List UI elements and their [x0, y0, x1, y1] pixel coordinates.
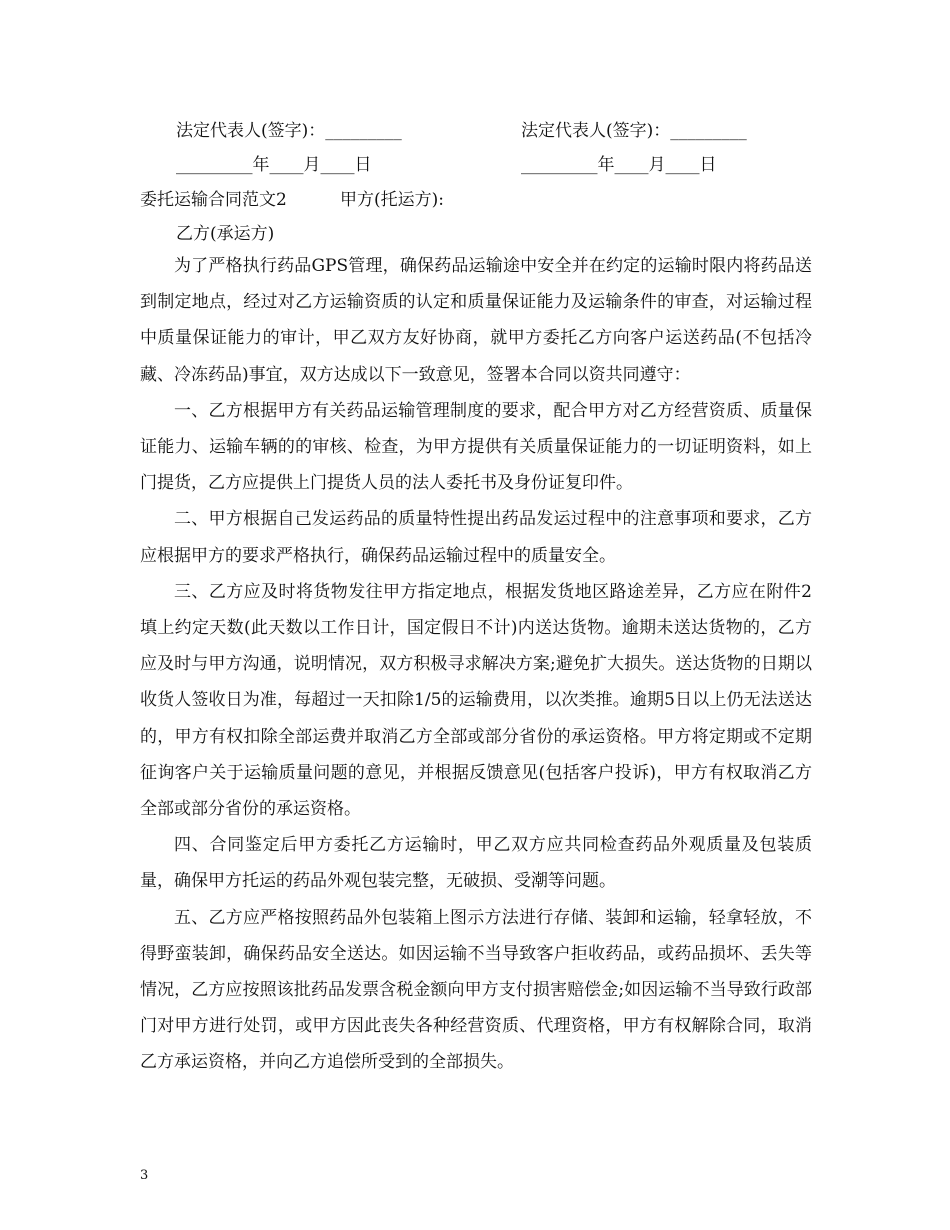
clause-5-paragraph: 五、乙方应严格按照药品外包装箱上图示方法进行存储、装卸和运输，轻拿轻放，不得野蛮装卸，确保药品安全送达。如因运输不当导致客户拒收药品，或药品损坏、丢失等情况，乙方应按照该批药品发票含税金额向甲方支付损害赔偿金;如因运输不当导致行政部门对甲方进行处罚，或甲方因此丧失各种经营资质、代理资格，甲方有权解除合同，取消乙方承运资格，并向乙方追偿所受到的全部损失。	[140, 907, 812, 1073]
page-number: 3	[140, 1168, 149, 1183]
left-signature-date: _________年____月____日	[176, 155, 372, 175]
clause-1-paragraph: 一、乙方根据甲方有关药品运输管理制度的要求，配合甲方对乙方经营资质、质量保证能力、运输车辆的的审核、检查，为甲方提供有关质量保证能力的一切证明资料，如上门提货，乙方应提供上门提货人员的法人委托书及身份证复印件。	[140, 400, 812, 494]
party-a-heading: 甲方(托运方):	[340, 190, 444, 210]
party-b-heading: 乙方(承运方)	[176, 224, 275, 244]
left-signature-label: 法定代表人(签字)：_________	[176, 121, 402, 141]
clause-4-paragraph: 四、合同鉴定后甲方委托乙方运输时，甲乙双方应共同检查药品外观质量及包装质量，确保甲方托运的药品外观包装完整，无破损、受潮等问题。	[140, 835, 812, 892]
clause-2-paragraph: 二、甲方根据自己发运药品的质量特性提出药品发运过程中的注意事项和要求，乙方应根据甲方的要求严格执行，确保药品运输过程中的质量安全。	[140, 509, 812, 566]
contract-body	[140, 248, 812, 1081]
right-signature-date: _________年____月____日	[521, 155, 717, 175]
preamble-paragraph: 为了严格执行药品GPS管理，确保药品运输途中安全并在约定的运输时限内将药品送到制定地点，经过对乙方运输资质的认定和质量保证能力及运输条件的审查，对运输过程中质量保证能力的审计，甲乙双方友好协商，就甲方委托乙方向客户运送药品(不包括冷藏、冷冻药品)事宜，双方达成以下一致意见，签署本合同以资共同遵守：	[140, 256, 812, 385]
contract-title: 委托运输合同范文2	[140, 190, 287, 210]
right-signature-label: 法定代表人(签字)：_________	[521, 121, 747, 141]
clause-3-paragraph: 三、乙方应及时将货物发往甲方指定地点，根据发货地区路途差异，乙方应在附件2填上约定天数(此天数以工作日计，国定假日不计)内送达货物。逾期未送达货物的，乙方应及时与甲方沟通，说明情况，双方积极寻求解决方案;避免扩大损失。送达货物的日期以收货人签收日为准，每超过一天扣除1/5的运输费用，以次类推。逾期5日以上仍无法送达的，甲方有权扣除全部运费并取消乙方全部或部分省份的承运资格。甲方将定期或不定期征询客户关于运输质量问题的意见，并根据反馈意见(包括客户投诉)，甲方有权取消乙方全部或部分省份的承运资格。	[140, 581, 812, 820]
